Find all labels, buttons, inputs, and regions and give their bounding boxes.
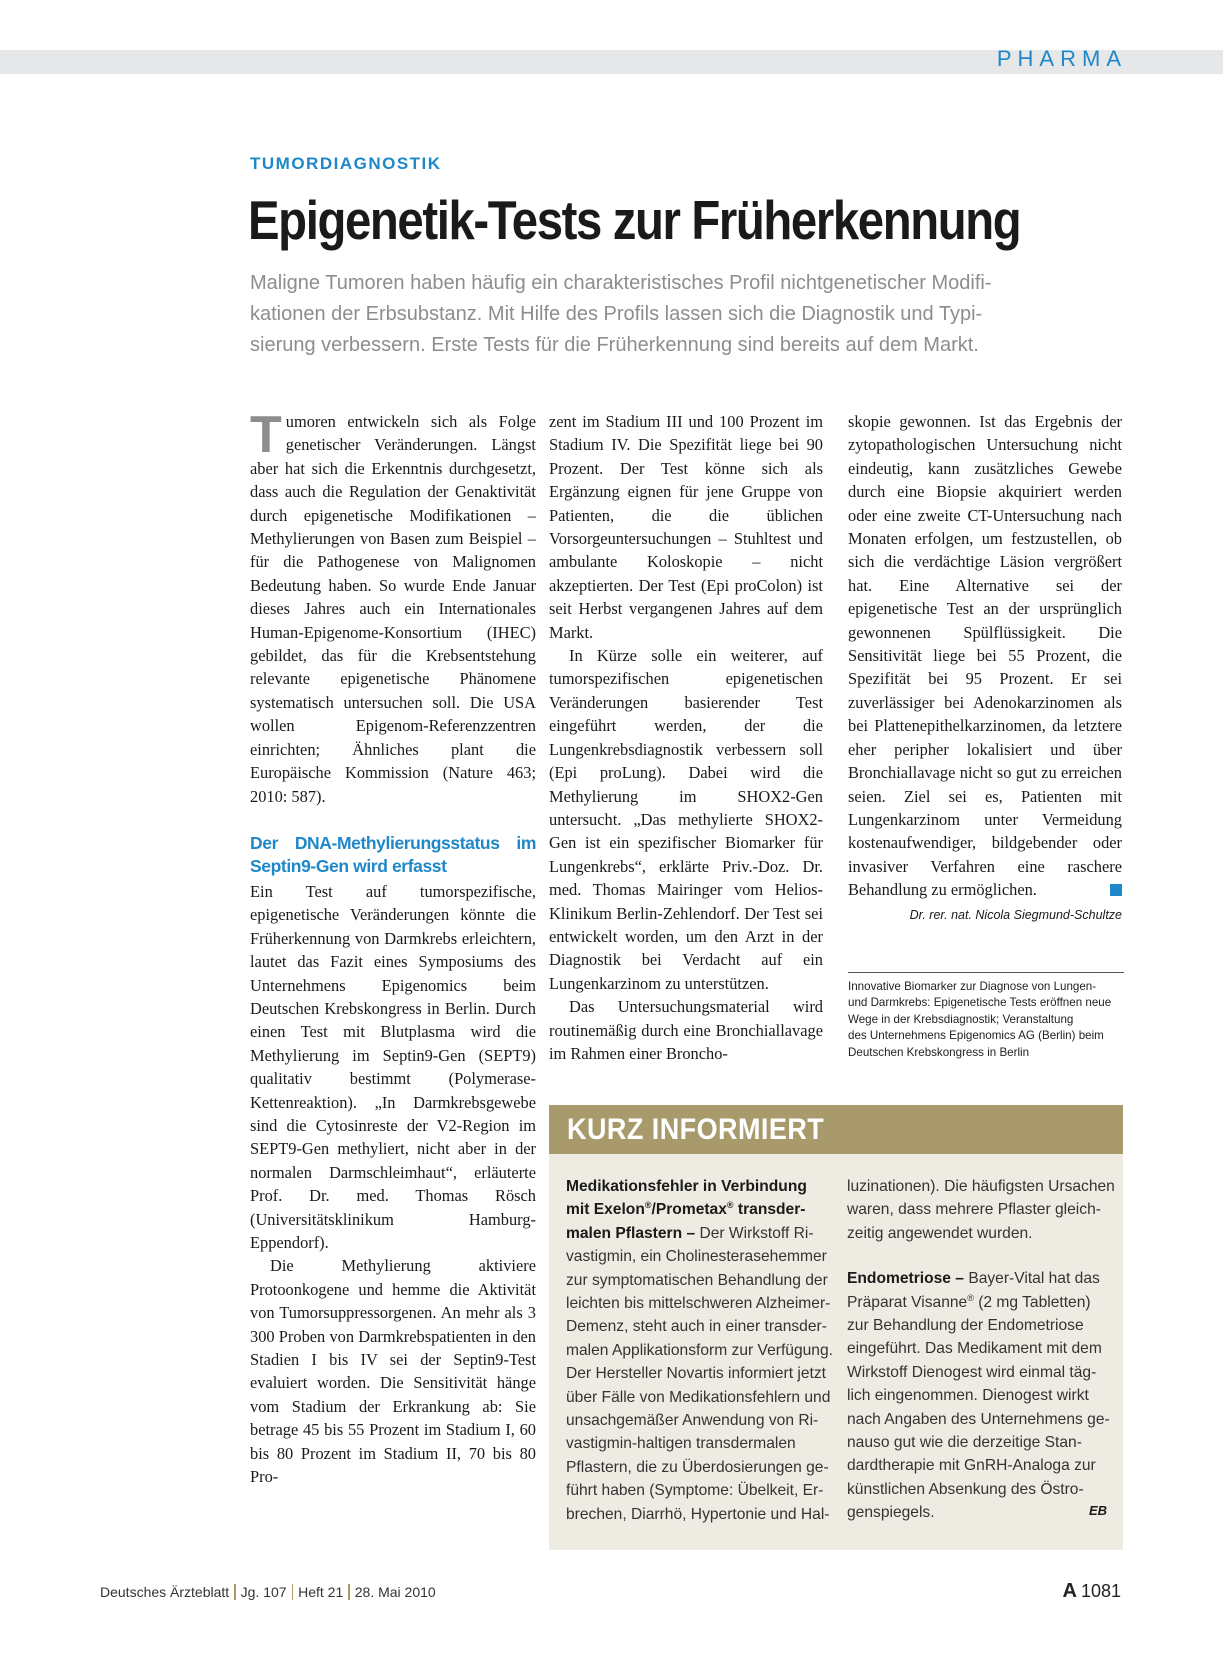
paragraph-text: umoren entwickeln sich als Folge genetischer Veränderungen. Längst aber hat sich die Erkenntnis durchgesetzt, dass auch die Regulation der Genaktivität durch epigenetische Modifikationen – Methylierungen von Basen zum Beispiel – für die Pathogenese von Malignomen Bedeutung haben. So wurde Ende Januar dieses Jahres auch ein Internationales Human-Epigenome-Konsortium (IHEC) gebildet, das für die Krebsentstehung relevante epigenetische Phänomene systematisch untersuchen soll. Die USA wollen Epigenom-Referenzzentren einrichten; Ähnliches plant die Europäische Kommission (Nature 463; 2010: 587). [250, 412, 536, 806]
info-box-initials: EB [1088, 1503, 1107, 1518]
event-caption [848, 972, 1124, 1061]
body-paragraph [848, 410, 1122, 902]
item-text-line: zur symptomatischen Behandlung der [566, 1271, 828, 1289]
article-author: Dr. rer. nat. Nicola Siegmund-Schultze [909, 907, 1122, 922]
item-text-line: vastigmin-haltigen transdermalen [566, 1435, 796, 1453]
item-heading-line: Medikationsfehler in Verbindung [566, 1178, 807, 1195]
body-paragraph: In Kürze solle ein weiterer, auf tumorspezifischen epigenetischen Veränderungen basierender Test eingeführt werden, der die Lungenkrebsdiagnostik verbessern soll (Epi proLung). Dabei wird die Methylierung im SHOX2-Gen untersucht. „Das methylierte SHOX2-Gen ist ein spezifischer Biomarker für Lungenkrebs“, erklärte Priv.-Doz. Dr. med. Thomas Mairinger vom Helios-Klinikum Berlin-Zehlendorf. Der Test sei entwickelt worden, um den Arzt in der Diagnostik bei Verdacht auf ein Lungenkarzinom zu unterstützen. [549, 646, 823, 993]
item-text-line: genspiegels. [847, 1504, 935, 1522]
caption-line: des Unternehmens Epigenomics AG (Berlin) beim [848, 1029, 1104, 1043]
lead-line: sierung verbessern. Erste Tests für die Früherkennung sind bereits auf dem Markt. [250, 334, 979, 356]
item-text-line: Wirkstoff Dienogest wird einmal täg- [847, 1363, 1097, 1381]
item-text-lines [847, 1175, 1115, 1245]
page-number [1063, 1580, 1122, 1603]
caption-line: Wege in der Krebsdiagnostik; Veranstaltung [848, 1012, 1074, 1026]
article-subheading: Der DNA-Methylierungsstatus im Septin9-Gen wird erfasst [250, 832, 536, 876]
item-text-line: unsachgemäßer Anwendung von Ri- [566, 1412, 819, 1430]
footer-separator [234, 1584, 236, 1600]
body-paragraph: Das Untersuchungsmaterial wird routinemäßig durch eine Bronchiallavage im Rahmen einer Broncho- [549, 997, 823, 1063]
item-text-line: lich eingenommen. Dienogest wirkt [847, 1387, 1089, 1405]
item-text-line: malen Pflastern – Der Wirkstoff Ri- [566, 1224, 814, 1242]
dropcap: T [250, 406, 282, 464]
page-prefix: A [1062, 1580, 1077, 1602]
item-text-line: waren, dass mehrere Pflaster gleich- [847, 1201, 1101, 1219]
page-number-value: 1081 [1080, 1581, 1121, 1601]
info-box-column-1 [566, 1175, 833, 1526]
item-text-line: Pflastern, die zu Überdosierungen ge- [566, 1458, 829, 1476]
item-text-line: malen Applikationsform zur Verfügung. [566, 1341, 833, 1359]
info-box-column-2 [847, 1175, 1115, 1525]
article-column-1 [250, 406, 536, 1488]
item-text-line: Endometriose – Bayer-Vital hat das [847, 1270, 1100, 1288]
item-text-line: künstlichen Absenkung des Östro- [847, 1480, 1084, 1498]
info-box-title: KURZ INFORMIERT [567, 1113, 825, 1146]
paragraph-text: skopie gewonnen. Ist das Ergebnis der zytopathologischen Untersuchung nicht eindeutig, kann zusätzliches Gewebe durch eine Biopsie akquiriert werden oder eine zweite CT-Untersuchung nach Monaten erfolgen, um festzustellen, ob sich die verdächtige Läsion vergrößert hat. Eine Alternative sei der epigenetische Test an der ursprünglich gewonnenen Spülflüssigkeit. Die Sensitivität liege bei 55 Prozent, die Spezifität bei 95 Prozent. Er sei zuverlässiger bei Adenokarzinomen als bei Plattenepithelkarzinomen, da letztere eher peripher lokalisiert und über Bronchiallavage nicht so gut zu erreichen seien. Ziel sei es, Patienten mit Lungenkarzinom unter Vermeidung kostenaufwendiger, bildgebender oder invasiver Verfahren eine raschere Behandlung zu ermöglichen. [848, 412, 1122, 900]
caption-line: und Darmkrebs: Epigenetische Tests eröffnen neue [848, 996, 1112, 1010]
article-column-2 [549, 410, 823, 1065]
lead-line: kationen der Erbsubstanz. Mit Hilfe des Profils lassen sich die Diagnostik und Typi- [250, 303, 983, 325]
body-paragraph: Die Methylierung aktiviere Protoonkogene und hemme die Aktivität von Tumorsuppressorgenen. An mehr als 3 300 Proben von Darmkrebspatienten in den Stadien I bis IV sei der Septin9-Test evaluiert worden. Die Sensitivität hänge vom Stadium der Erkrankung ab: Sie betrage 45 bis 55 Prozent im Stadium I, 60 bis 80 Prozent im Stadium II, 70 bis 80 Pro- [250, 1256, 536, 1487]
item-text-line: leichten bis mittelschweren Alzheimer- [566, 1295, 831, 1313]
caption-line: Innovative Biomarker zur Diagnose von Lungen- [848, 980, 1097, 993]
article-title: Epigenetik-Tests zur Früherkennung [248, 189, 1021, 251]
item-text-line: brechen, Diarrhö, Hypertonie und Hal- [566, 1505, 830, 1523]
caption-line: Deutschen Krebskongress in Berlin [848, 1045, 1030, 1059]
lead-line: Maligne Tumoren haben häufig ein charakteristisches Profil nichtgenetischer Modifi- [250, 272, 992, 294]
article-column-3 [848, 410, 1122, 927]
journal-issue: Heft 21 [298, 1584, 344, 1600]
item-text-line: dardtherapie mit GnRH-Analoga zur [847, 1457, 1096, 1475]
info-box-header [549, 1105, 1123, 1154]
item-text-line: nauso gut wie die derzeitige Stan- [847, 1434, 1082, 1452]
body-paragraph [250, 406, 536, 808]
item-text-line: über Fälle von Medikationsfehlern und [566, 1388, 831, 1406]
item-text-line: zur Behandlung der Endometriose [847, 1317, 1084, 1335]
info-box [549, 1105, 1123, 1550]
article-lead [250, 268, 1120, 361]
item-heading-line: mit Exelon®/Prometax® transder- [566, 1200, 806, 1219]
item-text-line: Demenz, steht auch in einer transder- [566, 1318, 827, 1336]
item-text-line: zeitig angewendet wurden. [847, 1224, 1033, 1242]
item-text-line: Präparat Visanne® (2 mg Tabletten) [847, 1292, 1091, 1311]
footer-citation [100, 1584, 436, 1600]
article-kicker: TUMORDIAGNOSTIK [250, 154, 442, 173]
body-paragraph: Ein Test auf tumorspezifische, epigenetische Veränderungen könnte die Früherkennung von Darmkrebs erleichtern, lautet das Fazit eines Symposiums des Unternehmens Epigenomics beim Deutschen Krebskongress in Berlin. Durch einen Test mit Blutplasma wird die Methylierung im Septin9-Gen (SEPT9) qualitativ bestimmt (Polymerase-Kettenreaktion). „In Darmkrebsgewebe sind die Cytosinreste der V2-Region im SEPT9-Gen methyliert, nicht aber in der normalen Darmschleimhaut“, erläuterte Prof. Dr. med. Thomas Rösch (Universitätsklinikum Hamburg-Eppendorf). [250, 881, 536, 1252]
item-text-line: Der Hersteller Novartis informiert jetzt [566, 1365, 826, 1383]
journal-volume: Jg. 107 [240, 1584, 287, 1600]
end-mark-icon [1110, 884, 1122, 896]
section-label: PHARMA [996, 46, 1127, 71]
item-text-line: nach Angaben des Unternehmens ge- [847, 1410, 1110, 1428]
item-text-line: luzinationen). Die häufigsten Ursachen [847, 1178, 1115, 1195]
journal-date: 28. Mai 2010 [354, 1584, 436, 1600]
item-text-line: führt haben (Symptome: Übelkeit, Er- [566, 1482, 824, 1500]
body-paragraph: zent im Stadium III und 100 Prozent im Stadium IV. Die Spezifität liege bei 90 Prozent. Der Test könne sich als Ergänzung eignen für jene Gruppe von Patienten, die die üblichen Vorsorgeuntersuchungen – Stuhltest und ambulante Koloskopie – nicht akzeptierten. Der Test (Epi proColon) ist seit Herbst vergangenen Jahres auf dem Markt. [549, 412, 823, 642]
footer-separator [292, 1584, 294, 1600]
item-text-line: vastigmin, ein Cholinesterasehemmer [566, 1248, 827, 1266]
journal-name: Deutsches Ärzteblatt [100, 1584, 230, 1600]
item-text-line: eingeführt. Das Medikament mit dem [847, 1340, 1102, 1358]
footer-separator [348, 1584, 350, 1600]
item-text-lines [566, 1245, 833, 1526]
